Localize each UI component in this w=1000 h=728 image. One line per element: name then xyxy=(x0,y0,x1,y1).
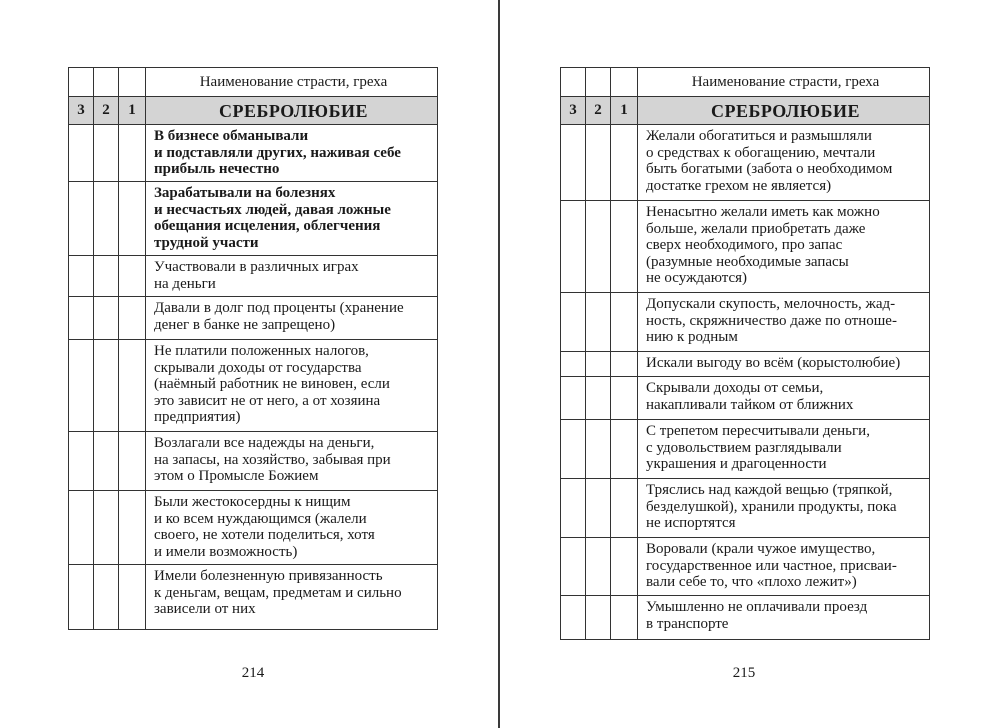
sin-text: Тряслись над каждой вещью (тряпкой, безделушкой), хранили продукты, пока не испортятся xyxy=(646,482,897,531)
mark-cell-1[interactable] xyxy=(611,596,638,640)
mark-cell-2[interactable] xyxy=(94,182,119,256)
column-label-1: 1 xyxy=(119,97,146,125)
mark-cell-2[interactable] xyxy=(586,420,611,479)
column-label-1: 1 xyxy=(611,97,638,125)
mark-cell-2[interactable] xyxy=(586,538,611,596)
blank-cell xyxy=(586,68,611,97)
mark-cell-3[interactable] xyxy=(69,565,94,630)
mark-cell-1[interactable] xyxy=(611,420,638,479)
blank-cell xyxy=(119,68,146,97)
confession-table-left xyxy=(68,67,438,630)
mark-cell-3[interactable] xyxy=(561,420,586,479)
mark-cell-2[interactable] xyxy=(94,297,119,340)
section-title: СРЕБРОЛЮБИЕ xyxy=(638,97,930,125)
mark-cell-2[interactable] xyxy=(586,352,611,377)
mark-cell-3[interactable] xyxy=(561,377,586,420)
mark-cell-2[interactable] xyxy=(94,432,119,491)
mark-cell-2[interactable] xyxy=(586,125,611,201)
mark-cell-3[interactable] xyxy=(561,538,586,596)
mark-cell-1[interactable] xyxy=(611,377,638,420)
sin-text: Желали обогатиться и размышляли о средствах к обогащению, мечтали быть богатыми (забота о необходимом достатке грехом не является) xyxy=(646,128,893,194)
mark-cell-1[interactable] xyxy=(611,201,638,293)
mark-cell-1[interactable] xyxy=(119,297,146,340)
mark-cell-1[interactable] xyxy=(119,491,146,565)
column-label-2: 2 xyxy=(94,97,119,125)
mark-cell-2[interactable] xyxy=(586,596,611,640)
mark-cell-1[interactable] xyxy=(611,352,638,377)
sin-text: Ненасытно желали иметь как можно больше, желали приобретать даже сверх необходимого, про запас (разумные необходимые запасы не осуждаются) xyxy=(646,204,880,286)
mark-cell-3[interactable] xyxy=(69,125,94,182)
mark-cell-2[interactable] xyxy=(586,479,611,538)
mark-cell-1[interactable] xyxy=(119,182,146,256)
sin-text: С трепетом пересчитывали деньги, с удовольствием разглядывали украшения и драгоценности xyxy=(646,423,870,472)
blank-cell xyxy=(94,68,119,97)
mark-cell-3[interactable] xyxy=(561,479,586,538)
mark-cell-2[interactable] xyxy=(94,491,119,565)
sin-text: Не платили положенных налогов, скрывали доходы от государства (наёмный работник не виновен, если это зависит не от него, а от хозяина предприятия) xyxy=(154,343,390,425)
mark-cell-3[interactable] xyxy=(561,201,586,293)
mark-cell-1[interactable] xyxy=(119,125,146,182)
sin-text: Зарабатывали на болезнях и несчастьях людей, давая ложные обещания исцеления, облегчения трудной участи xyxy=(154,185,391,251)
mark-cell-3[interactable] xyxy=(69,491,94,565)
mark-cell-1[interactable] xyxy=(119,432,146,491)
sin-text: Участвовали в различных играх на деньги xyxy=(154,259,359,292)
mark-cell-3[interactable] xyxy=(561,352,586,377)
column-label-3: 3 xyxy=(561,97,586,125)
column-label-2: 2 xyxy=(586,97,611,125)
mark-cell-1[interactable] xyxy=(611,538,638,596)
book-spine xyxy=(498,0,500,728)
mark-cell-3[interactable] xyxy=(69,256,94,297)
sin-text: Скрывали доходы от семьи, накапливали тайком от ближних xyxy=(646,380,854,413)
sin-text: Имели болезненную привязанность к деньгам, вещам, предметам и сильно зависели от них xyxy=(154,568,402,617)
table-header-title: Наименование страсти, греха xyxy=(638,68,930,97)
section-title: СРЕБРОЛЮБИЕ xyxy=(146,97,438,125)
mark-cell-3[interactable] xyxy=(69,432,94,491)
sin-text: Были жестокосердны к нищим и ко всем нуждающимся (жалели своего, не хотели поделиться, хотя и имели возможность) xyxy=(154,494,375,560)
mark-cell-1[interactable] xyxy=(611,125,638,201)
blank-cell xyxy=(611,68,638,97)
confession-table-right xyxy=(560,67,930,640)
mark-cell-1[interactable] xyxy=(119,256,146,297)
blank-cell xyxy=(69,68,94,97)
table-header-title: Наименование страсти, греха xyxy=(146,68,438,97)
mark-cell-2[interactable] xyxy=(94,125,119,182)
mark-cell-3[interactable] xyxy=(561,596,586,640)
mark-cell-1[interactable] xyxy=(611,479,638,538)
mark-cell-2[interactable] xyxy=(586,377,611,420)
mark-cell-3[interactable] xyxy=(561,293,586,352)
page-number-left: 214 xyxy=(241,665,265,681)
page-number-right: 215 xyxy=(732,665,756,681)
mark-cell-2[interactable] xyxy=(94,256,119,297)
sin-text: Умышленно не оплачивали проезд в транспорте xyxy=(646,599,868,632)
mark-cell-1[interactable] xyxy=(119,340,146,432)
mark-cell-1[interactable] xyxy=(611,293,638,352)
sin-text: Искали выгоду во всём (корыстолюбие) xyxy=(646,355,901,371)
column-label-3: 3 xyxy=(69,97,94,125)
mark-cell-3[interactable] xyxy=(69,340,94,432)
mark-cell-1[interactable] xyxy=(119,565,146,630)
mark-cell-3[interactable] xyxy=(69,182,94,256)
sin-text: Давали в долг под проценты (хранение денег в банке не запрещено) xyxy=(154,300,404,333)
sin-text: В бизнесе обманывали и подставляли других, наживая себе прибыль нечестно xyxy=(154,128,401,177)
sin-text: Допускали скупость, мелочность, жад- ность, скряжничество даже по отноше- нию к родным xyxy=(646,296,897,345)
mark-cell-3[interactable] xyxy=(69,297,94,340)
sin-text: Возлагали все надежды на деньги, на запасы, на хозяйство, забывая при этом о Промысле Божием xyxy=(154,435,391,484)
sin-text: Воровали (крали чужое имущество, государственное или частное, присваи- вали себе то, что «плохо лежит») xyxy=(646,541,897,590)
mark-cell-2[interactable] xyxy=(94,340,119,432)
blank-cell xyxy=(561,68,586,97)
mark-cell-2[interactable] xyxy=(94,565,119,630)
mark-cell-2[interactable] xyxy=(586,293,611,352)
mark-cell-3[interactable] xyxy=(561,125,586,201)
mark-cell-2[interactable] xyxy=(586,201,611,293)
